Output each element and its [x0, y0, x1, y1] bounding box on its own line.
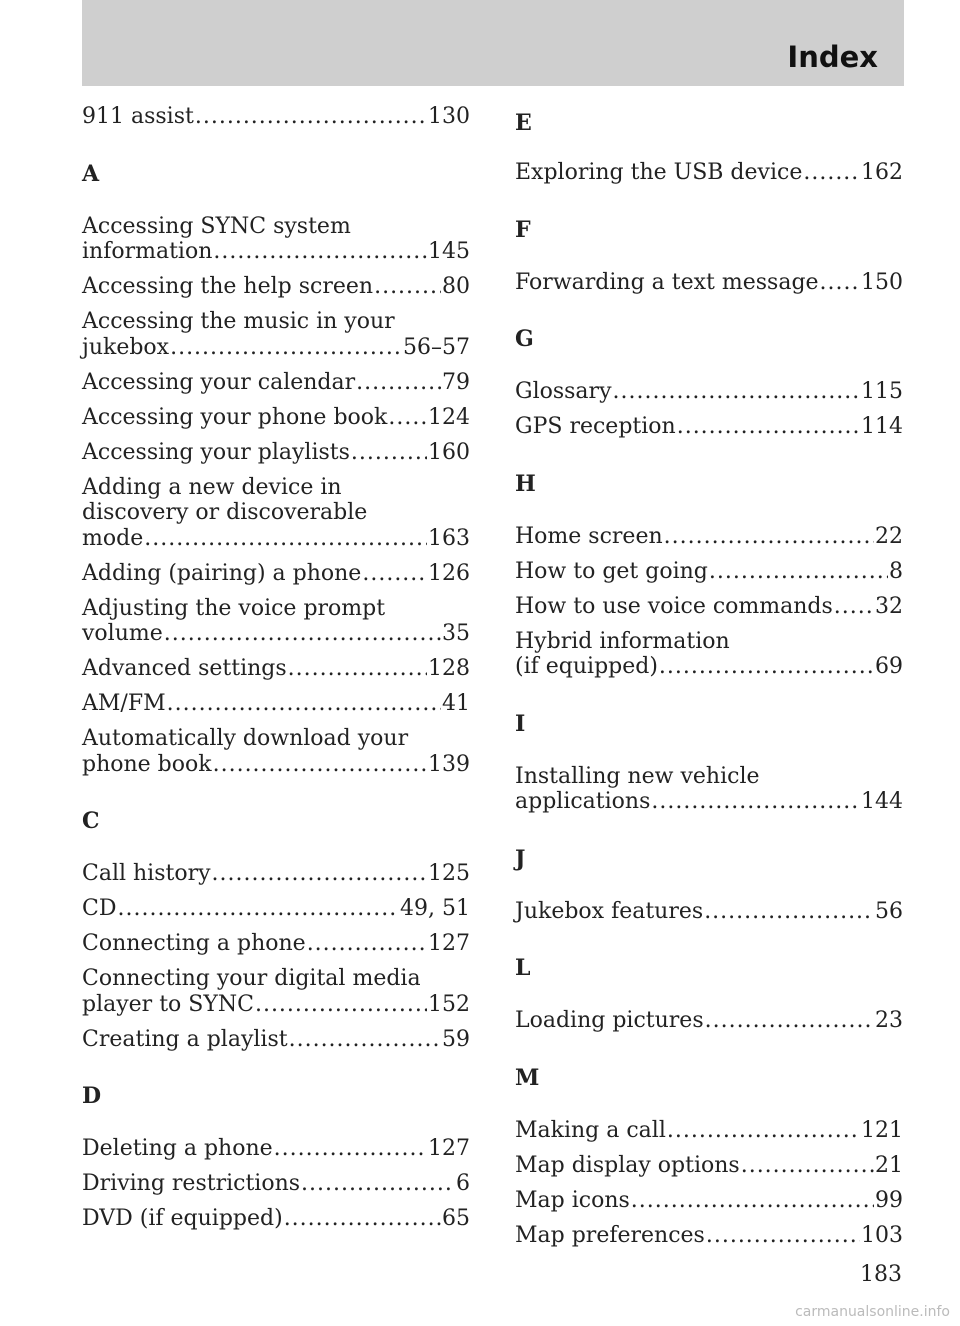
index-entry-term: How to use voice commands: [515, 593, 833, 619]
dot-leader: [301, 1171, 455, 1197]
dot-leader: [170, 335, 402, 361]
index-entry-term: phone book: [82, 751, 212, 777]
index-entry-page: 79: [442, 369, 470, 395]
index-section-letter: D: [82, 1083, 102, 1109]
index-entry-page: 124: [428, 404, 470, 430]
index-entry: [82, 691, 470, 717]
index-entry-page: 103: [861, 1222, 903, 1248]
dot-leader: [834, 594, 874, 620]
index-entry: [515, 629, 903, 680]
index-entry-line: Automatically download your: [82, 726, 409, 751]
watermark: carmanualsonline.info: [795, 1304, 950, 1320]
dot-leader: [803, 160, 860, 186]
index-entry: [515, 1223, 903, 1249]
index-entry-term: volume: [82, 621, 163, 646]
index-entry-page: 32: [875, 593, 903, 619]
dot-leader: [289, 1027, 441, 1053]
dot-leader: [651, 789, 860, 815]
index-entry-line: Adjusting the voice prompt: [82, 595, 386, 621]
index-entry-term: (if equipped): [515, 654, 658, 679]
index-entry-term: Adding (pairing) a phone: [82, 560, 362, 586]
index-entry: [82, 104, 470, 130]
dot-leader: [709, 559, 888, 585]
index-entry: [82, 561, 470, 587]
index-entry: [82, 1206, 470, 1232]
index-entry-page: 49, 51: [400, 896, 470, 921]
index-entry: [515, 594, 903, 620]
index-entry-page: 21: [875, 1152, 903, 1178]
index-entry-term: jukebox: [82, 334, 170, 360]
dot-leader: [362, 561, 427, 587]
index-entry-page: 6: [456, 1171, 470, 1196]
index-section-letter: E: [515, 110, 532, 136]
index-entry-term: player to SYNC: [82, 991, 254, 1017]
index-section-letter: M: [515, 1064, 540, 1091]
index-entry: [82, 214, 470, 265]
index-entry-term: Forwarding a text message: [515, 269, 819, 295]
index-section-letter: H: [515, 470, 536, 497]
index-entry: [82, 1027, 470, 1053]
index-entry: [82, 370, 470, 396]
dot-leader: [659, 654, 874, 680]
index-entry: [82, 861, 470, 887]
index-entry-page: 65: [442, 1206, 470, 1231]
index-entry-page: 128: [428, 656, 470, 681]
index-section-letter: A: [82, 160, 100, 187]
index-entry-term: Call history: [82, 861, 211, 886]
index-entry-term: Loading pictures: [515, 1008, 704, 1033]
index-entry: [82, 656, 470, 682]
index-entry-term: CD: [82, 896, 117, 921]
index-entry-page: 99: [875, 1187, 903, 1213]
index-entry: [515, 379, 903, 405]
index-entry: [82, 309, 470, 360]
index-entry-page: 144: [861, 789, 903, 814]
index-entry: [515, 1153, 903, 1179]
index-entry: [515, 764, 903, 815]
index-entry-page: 8: [889, 558, 903, 584]
index-entry-line: Connecting your digital media: [82, 966, 421, 991]
index-entry-page: 130: [428, 104, 470, 129]
index-entry: [82, 931, 470, 957]
index-entry-line: Adding a new device in: [82, 474, 342, 500]
index-entry: [82, 1171, 470, 1197]
index-entry-term: Glossary: [515, 379, 612, 404]
index-entry-term: DVD (if equipped): [82, 1206, 283, 1231]
index-section-letter: L: [515, 955, 531, 981]
index-entry-page: 139: [428, 751, 470, 777]
dot-leader: [213, 752, 427, 778]
index-entry-term: Creating a playlist: [82, 1026, 288, 1052]
index-entry: [515, 559, 903, 585]
index-entry: [515, 414, 903, 440]
dot-leader: [255, 992, 427, 1018]
index-entry-term: Accessing your calendar: [82, 369, 356, 395]
index-entry: [82, 440, 470, 466]
index-entry-page: 152: [428, 991, 470, 1017]
dot-leader: [164, 621, 441, 647]
index-entry-page: 145: [428, 239, 470, 264]
index-entry: [82, 966, 470, 1017]
dot-leader: [213, 239, 427, 265]
index-entry: [515, 899, 903, 925]
index-entry-page: 127: [428, 1136, 470, 1161]
index-entry-term: Driving restrictions: [82, 1171, 301, 1196]
index-entry-term: Deleting a phone: [82, 1136, 273, 1161]
index-entry-term: AM/FM: [82, 691, 166, 716]
dot-leader: [613, 379, 861, 405]
index-entry-term: Map preferences: [515, 1222, 705, 1248]
index-entry: [82, 896, 470, 922]
index-entry-term: Advanced settings: [82, 656, 287, 681]
page-number: 183: [860, 1262, 902, 1287]
dot-leader: [212, 861, 427, 887]
index-entry-line: Installing new vehicle: [515, 763, 760, 789]
index-entry-page: 35: [442, 621, 470, 646]
dot-leader: [388, 405, 427, 431]
page-title: Index: [787, 40, 878, 74]
index-entry: [82, 1136, 470, 1162]
index-entry: [515, 524, 903, 550]
index-section-letter: J: [515, 845, 526, 872]
index-entry-page: 150: [861, 269, 903, 295]
dot-leader: [706, 1223, 860, 1249]
index-entry-term: information: [82, 239, 213, 264]
index-entry: [515, 160, 903, 186]
index-entry: [82, 596, 470, 647]
index-entry-line: discovery or discoverable: [82, 500, 368, 525]
index-entry-term: Exploring the USB device: [515, 160, 803, 185]
index-entry-page: 160: [428, 439, 470, 465]
index-entry-term: Connecting a phone: [82, 931, 306, 956]
dot-leader: [631, 1188, 874, 1214]
index-entry-page: 125: [428, 861, 470, 886]
dot-leader: [284, 1206, 441, 1232]
index-entry-page: 163: [428, 525, 470, 551]
index-section-letter: F: [515, 216, 531, 243]
index-entry-term: Accessing your playlists: [82, 439, 350, 465]
index-entry-term: GPS reception: [515, 414, 676, 439]
index-entry-page: 121: [861, 1117, 903, 1143]
dot-leader: [677, 414, 860, 440]
dot-leader: [117, 896, 399, 922]
header-bar: [82, 0, 904, 86]
dot-leader: [704, 899, 874, 925]
index-entry-term: How to get going: [515, 558, 708, 584]
index-entry: [82, 274, 470, 300]
index-entry: [515, 270, 903, 296]
index-entry: [515, 1008, 903, 1034]
index-entry-line: Accessing the music in your: [82, 309, 395, 334]
dot-leader: [820, 270, 860, 296]
index-entry-page: 23: [875, 1008, 903, 1033]
index-section-letter: G: [515, 326, 534, 352]
index-entry-page: 114: [861, 414, 903, 439]
index-entry-term: Home screen: [515, 523, 663, 549]
index-entry-page: 115: [861, 379, 903, 404]
index-entry-term: Accessing the help screen: [82, 274, 374, 299]
index-entry-page: 56–57: [403, 334, 470, 360]
dot-leader: [195, 104, 427, 130]
dot-leader: [667, 1118, 860, 1144]
index-entry-page: 162: [861, 160, 903, 185]
index-entry-term: Map display options: [515, 1152, 740, 1178]
index-entry: [82, 475, 470, 552]
dot-leader: [664, 524, 874, 550]
index-entry-term: Jukebox features: [515, 898, 704, 924]
index-entry-page: 22: [875, 523, 903, 549]
dot-leader: [274, 1136, 427, 1162]
index-entry-term: Accessing your phone book: [82, 404, 388, 430]
dot-leader: [351, 440, 427, 466]
index-entry: [82, 726, 470, 777]
index-entry-page: 56: [875, 898, 903, 924]
dot-leader: [288, 656, 427, 682]
index-column-left: [82, 104, 470, 1241]
index-entry-line: Accessing SYNC system: [82, 213, 351, 239]
dot-leader: [374, 274, 441, 300]
index-entry-page: 69: [875, 654, 903, 679]
index-entry-term: applications: [515, 789, 651, 814]
index-entry: [515, 1188, 903, 1214]
dot-leader: [307, 931, 427, 957]
index-entry-term: Making a call: [515, 1117, 666, 1143]
index-entry-page: 127: [428, 931, 470, 956]
index-section-letter: I: [515, 710, 526, 737]
dot-leader: [356, 370, 441, 396]
index-section-letter: C: [82, 808, 100, 834]
index-entry-term: Map icons: [515, 1187, 630, 1213]
index-entry-term: 911 assist: [82, 104, 194, 129]
index-entry-page: 126: [428, 560, 470, 586]
index-entry: [82, 405, 470, 431]
dot-leader: [741, 1153, 874, 1179]
index-entry-page: 59: [442, 1026, 470, 1052]
index-entry: [515, 1118, 903, 1144]
dot-leader: [705, 1008, 874, 1034]
dot-leader: [144, 526, 427, 552]
index-column-right: [515, 104, 903, 1258]
index-entry-line: Hybrid information: [515, 628, 730, 654]
index-entry-term: mode: [82, 525, 144, 551]
index-entry-page: 41: [442, 691, 470, 716]
dot-leader: [167, 691, 441, 717]
index-entry-page: 80: [442, 274, 470, 299]
